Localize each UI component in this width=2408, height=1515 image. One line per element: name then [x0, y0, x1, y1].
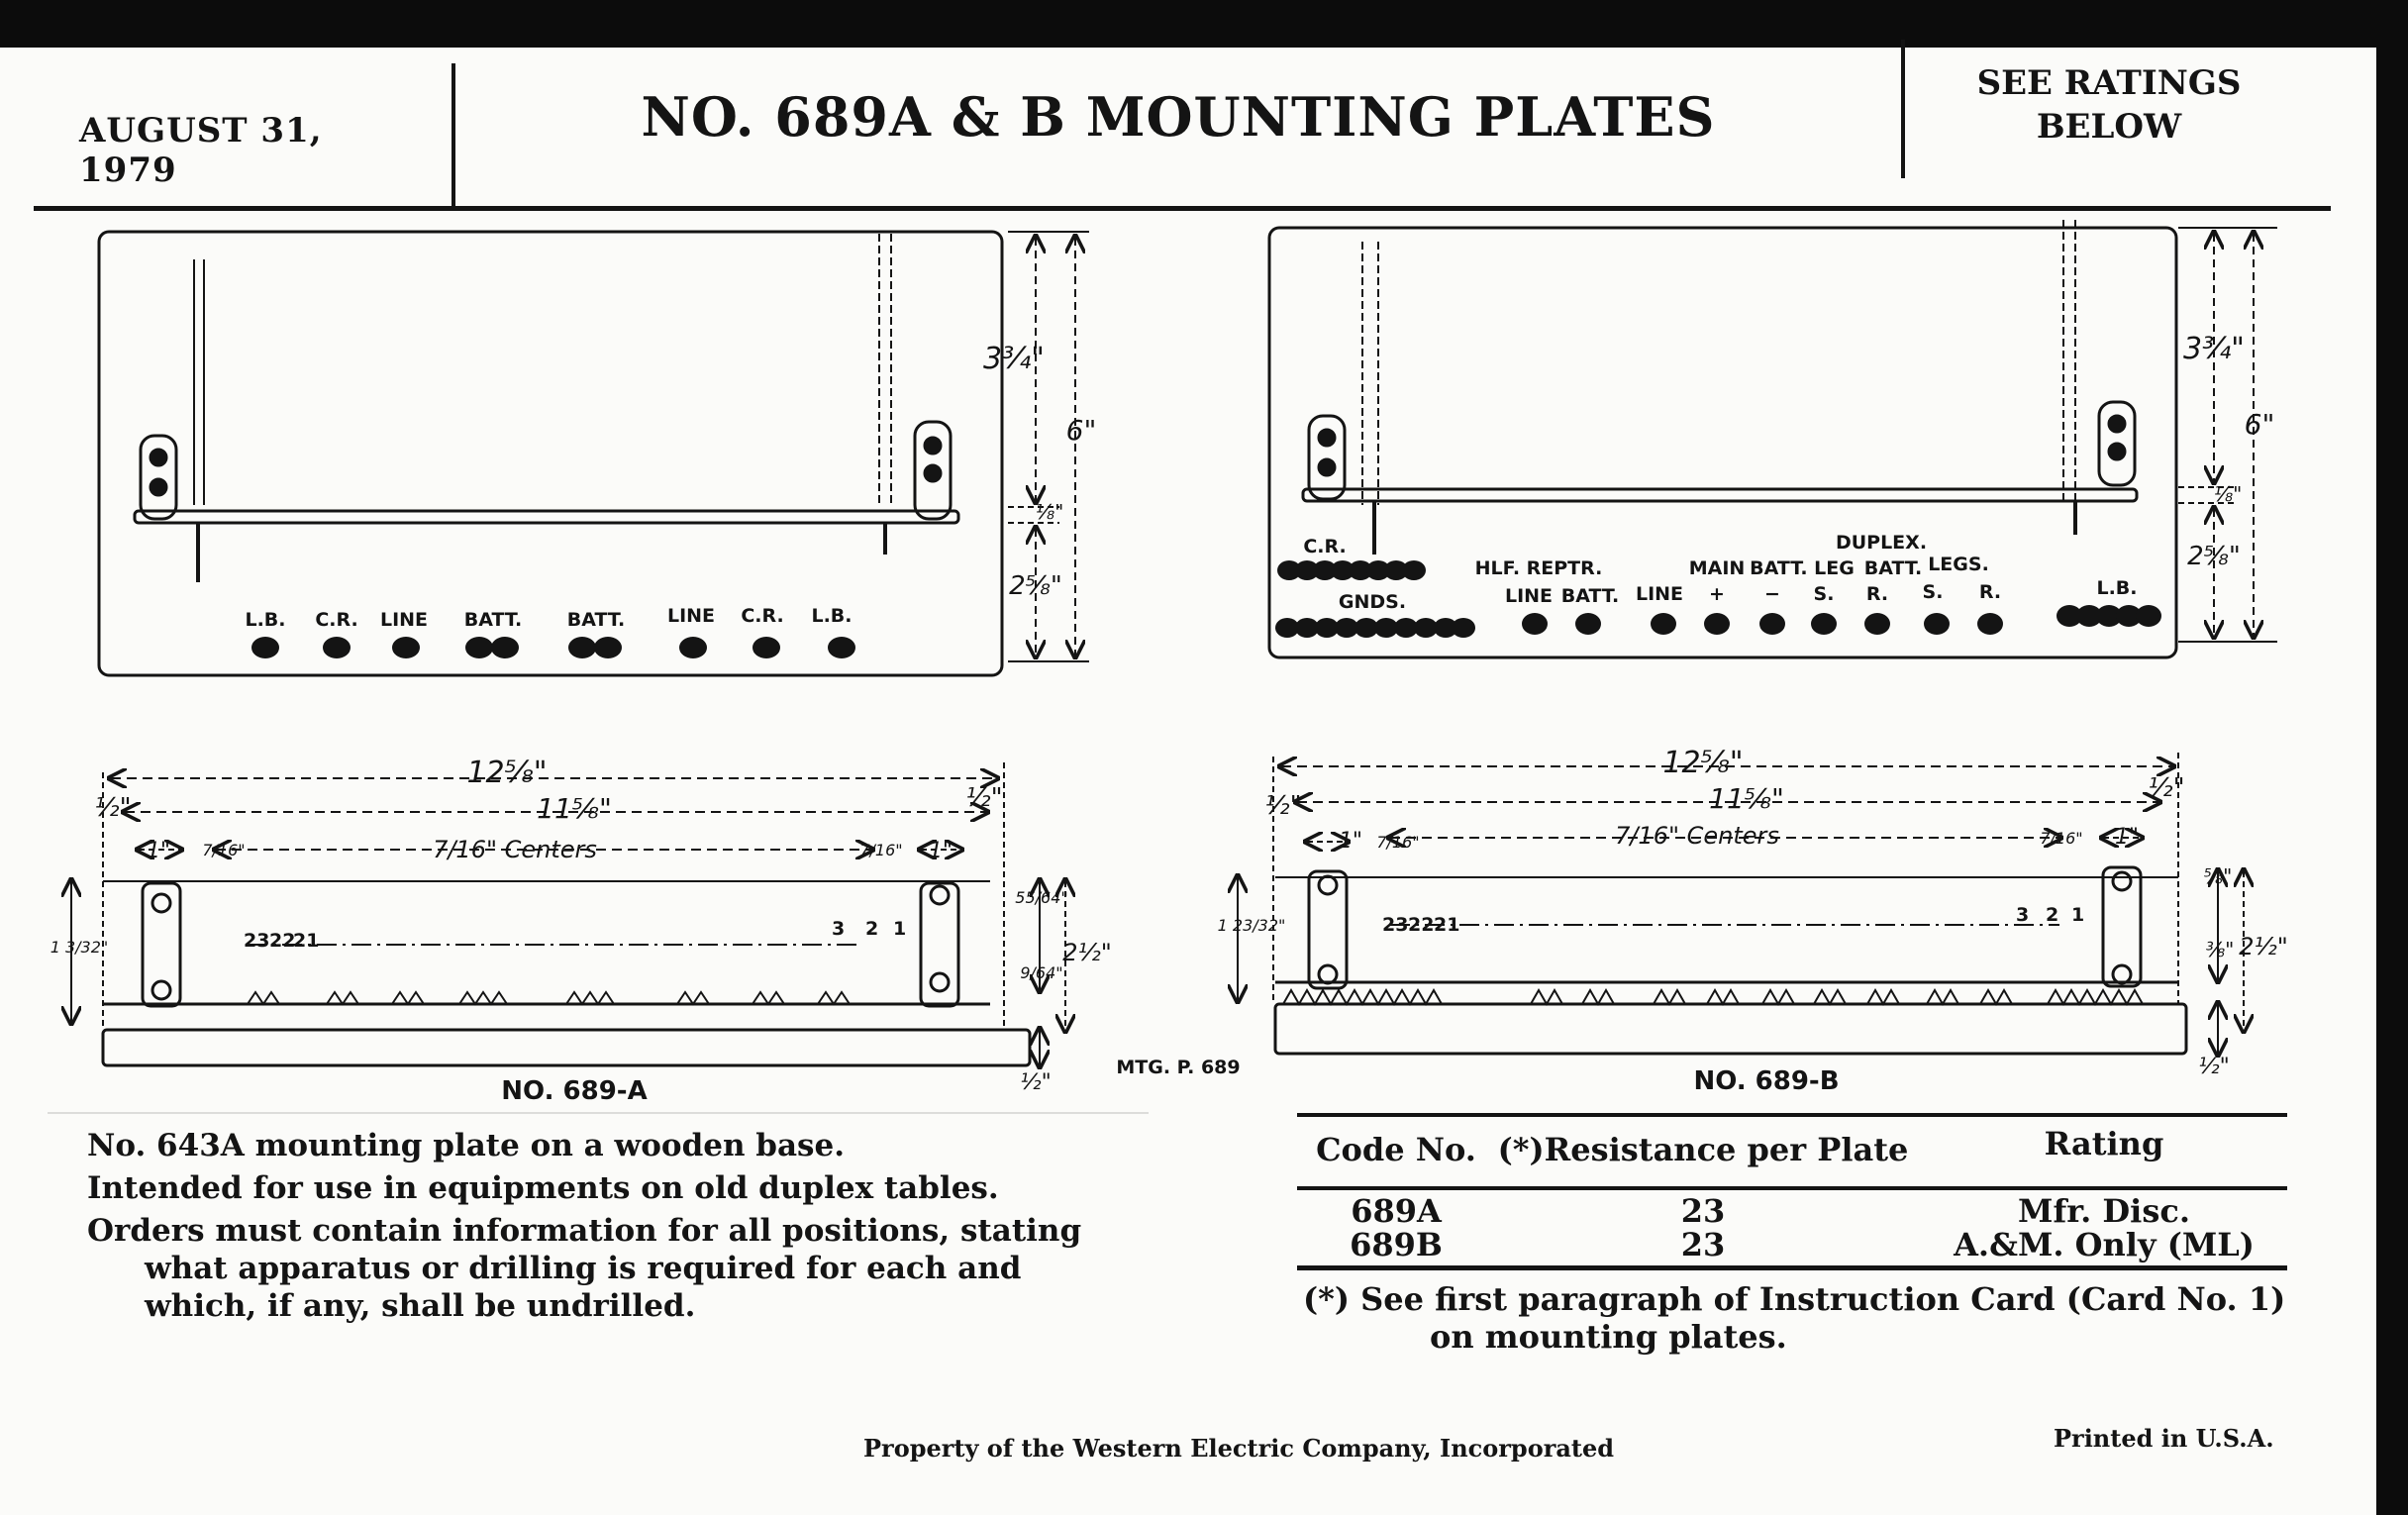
dim-b-top-height: 3¾" — [2183, 332, 2245, 366]
label-line: LINE — [1635, 583, 1684, 605]
column-header-resistance: (*)Resistance per Plate — [1497, 1131, 1909, 1168]
position-number: 22 — [269, 930, 296, 952]
dim-a-offset-right: 7/16" — [859, 841, 903, 859]
dim-a-strip: ⅛" — [1035, 500, 1064, 524]
drawing-reference: MTG. P. 689 — [1116, 1057, 1241, 1078]
position-number: 1 — [893, 918, 907, 940]
notes-block — [87, 1127, 1137, 1325]
dim-a-right-total: 2½" — [1062, 939, 1112, 966]
jack-label: LINE — [379, 609, 429, 631]
position-number: 2 — [865, 918, 879, 940]
dim-b-inner-width: 11⅝" — [1709, 782, 1784, 815]
figure-b-jack-profiles — [1283, 990, 2143, 1004]
dim-b-right-b: ⅜" — [2205, 938, 2235, 961]
label-plus: + — [1709, 583, 1725, 605]
figure-a-jack-labels — [245, 605, 852, 631]
note-line: No. 643A mounting plate on a wooden base. — [87, 1128, 846, 1163]
header-date: AUGUST 31, 1979 — [79, 111, 323, 190]
jack-label: C.R. — [315, 609, 358, 631]
label-main: MAIN — [1688, 557, 1746, 579]
footnote-line: (*) See first paragraph of Instruction Card (Card No. 1) — [1303, 1280, 2286, 1318]
cell-resistance: 23 — [1680, 1226, 1726, 1263]
footnote — [1303, 1280, 2293, 1356]
note-line: Intended for use in equipments on old duplex tables. — [87, 1170, 999, 1206]
dim-a-edge-right: ½" — [965, 783, 1003, 813]
dim-a-inner-width: 11⅝" — [537, 792, 612, 825]
label-s: S. — [1813, 583, 1835, 605]
dim-a-base: ½" — [1020, 1070, 1052, 1095]
dim-a-bracket-right: 1" — [928, 839, 953, 863]
label-gnds: GNDS. — [1338, 591, 1407, 613]
figure-a-front-view — [99, 232, 1002, 675]
jack-label: BATT. — [566, 609, 626, 631]
note-line: Orders must contain information for all positions, stating — [87, 1213, 1082, 1249]
dim-b-offset-left: 7/16" — [1376, 833, 1420, 852]
label-duplex: DUPLEX. — [1835, 532, 1928, 554]
cell-code: 689B — [1350, 1226, 1443, 1263]
dim-a-right-a: 55/64" — [1015, 888, 1068, 907]
dim-b-base: ½" — [2198, 1055, 2230, 1079]
table-rule-bottom — [1297, 1265, 2287, 1270]
label-r: R. — [1978, 581, 2002, 603]
dim-a-overall-width: 12⅝" — [466, 756, 548, 790]
position-number: 2 — [2046, 904, 2059, 926]
label-batt: BATT. — [1863, 557, 1923, 579]
dim-a-bracket-left: 1" — [146, 839, 171, 863]
note-line: what apparatus or drilling is required for each and — [145, 1251, 1022, 1286]
jack-label: LINE — [666, 605, 716, 627]
label-minus: − — [1764, 583, 1780, 605]
figure-a-side-view — [103, 881, 1030, 1065]
figure-a-caption: NO. 689-A — [501, 1076, 648, 1106]
dim-b-overall-height: 6" — [2244, 408, 2275, 441]
jack-label: C.R. — [741, 605, 784, 627]
dim-b-centers: 7/16" Centers — [1615, 822, 1779, 850]
table-rule-top — [1297, 1113, 2287, 1117]
jack-label: L.B. — [245, 609, 286, 631]
dim-b-edge-right: ½" — [2148, 773, 2185, 803]
label-hlf-reptr: HLF. REPTR. — [1474, 557, 1603, 579]
column-header-rating: Rating — [2044, 1125, 2164, 1162]
label-legs: LEGS. — [1928, 554, 1989, 575]
dim-b-side-height: 1 23/32" — [1217, 916, 1286, 935]
label-lb: L.B. — [2096, 577, 2138, 599]
cell-rating: A.&M. Only (ML) — [1954, 1226, 2255, 1263]
position-number: 21 — [293, 930, 320, 952]
dim-a-right-b: 9/64" — [1020, 963, 1063, 982]
dim-a-overall-height: 6" — [1065, 414, 1097, 447]
rating-note-line1: SEE RATINGS — [1976, 63, 2242, 103]
label-s: S. — [1922, 581, 1944, 603]
position-number: 22 — [1408, 914, 1435, 936]
label-line: LINE — [1504, 585, 1554, 607]
footer-property: Property of the Western Electric Company, Incorporated — [863, 1434, 1615, 1463]
dim-a-top-height: 3¾" — [983, 342, 1045, 376]
dim-a-side-height: 1 3/32" — [50, 938, 109, 957]
label-cr: C.R. — [1303, 536, 1347, 557]
dim-a-offset-left: 7/16" — [202, 841, 246, 859]
dim-a-lower-height: 2⅝" — [1009, 571, 1062, 601]
footer-printed: Printed in U.S.A. — [2054, 1424, 2274, 1453]
dim-b-right-a: ⅝" — [2203, 864, 2233, 888]
position-number: 21 — [1434, 914, 1460, 936]
table-row — [1297, 1186, 2287, 1190]
label-batt: BATT. — [1560, 585, 1620, 607]
cell-code: 689A — [1351, 1192, 1442, 1230]
cell-rating: Mfr. Disc. — [2018, 1192, 2190, 1230]
dim-b-lower-height: 2⅝" — [2187, 542, 2241, 571]
position-number: 3 — [832, 918, 846, 940]
cell-resistance: 23 — [1680, 1192, 1726, 1230]
label-batt-leg: BATT. LEG — [1750, 557, 1855, 579]
dim-a-edge-left: ½" — [94, 793, 132, 823]
figure-a-jack-row — [251, 637, 855, 658]
note-line: which, if any, shall be undrilled. — [145, 1288, 696, 1324]
dim-b-bracket-right: 1" — [2114, 825, 2140, 850]
figure-b-jack-labels — [1303, 532, 2137, 613]
column-header-code: Code No. — [1316, 1131, 1476, 1168]
figure-b-caption: NO. 689-B — [1693, 1066, 1840, 1096]
dim-b-strip: ⅛" — [2213, 482, 2243, 506]
dim-b-overall-width: 12⅝" — [1662, 746, 1744, 780]
dim-a-centers: 7/16" Centers — [433, 836, 597, 863]
footnote-line: on mounting plates. — [1430, 1318, 1787, 1356]
jack-label: L.B. — [811, 605, 853, 627]
label-r: R. — [1865, 583, 1889, 605]
dim-b-edge-left: ½" — [1264, 791, 1302, 821]
figure-b-side-view — [1275, 867, 2186, 1054]
dim-b-bracket-left: 1" — [1338, 829, 1363, 854]
rating-note-line2: BELOW — [2036, 107, 2182, 147]
position-number: 23 — [1382, 914, 1409, 936]
figure-a-jack-profiles — [248, 992, 850, 1004]
jack-label: BATT. — [463, 609, 523, 631]
page-title: NO. 689A & B MOUNTING PLATES — [641, 85, 1716, 149]
position-number: 23 — [244, 930, 270, 952]
dim-b-right-total: 2½" — [2239, 933, 2288, 960]
dim-b-offset-right: 7/16" — [2040, 829, 2083, 848]
position-number: 3 — [2016, 904, 2030, 926]
position-number: 1 — [2071, 904, 2085, 926]
